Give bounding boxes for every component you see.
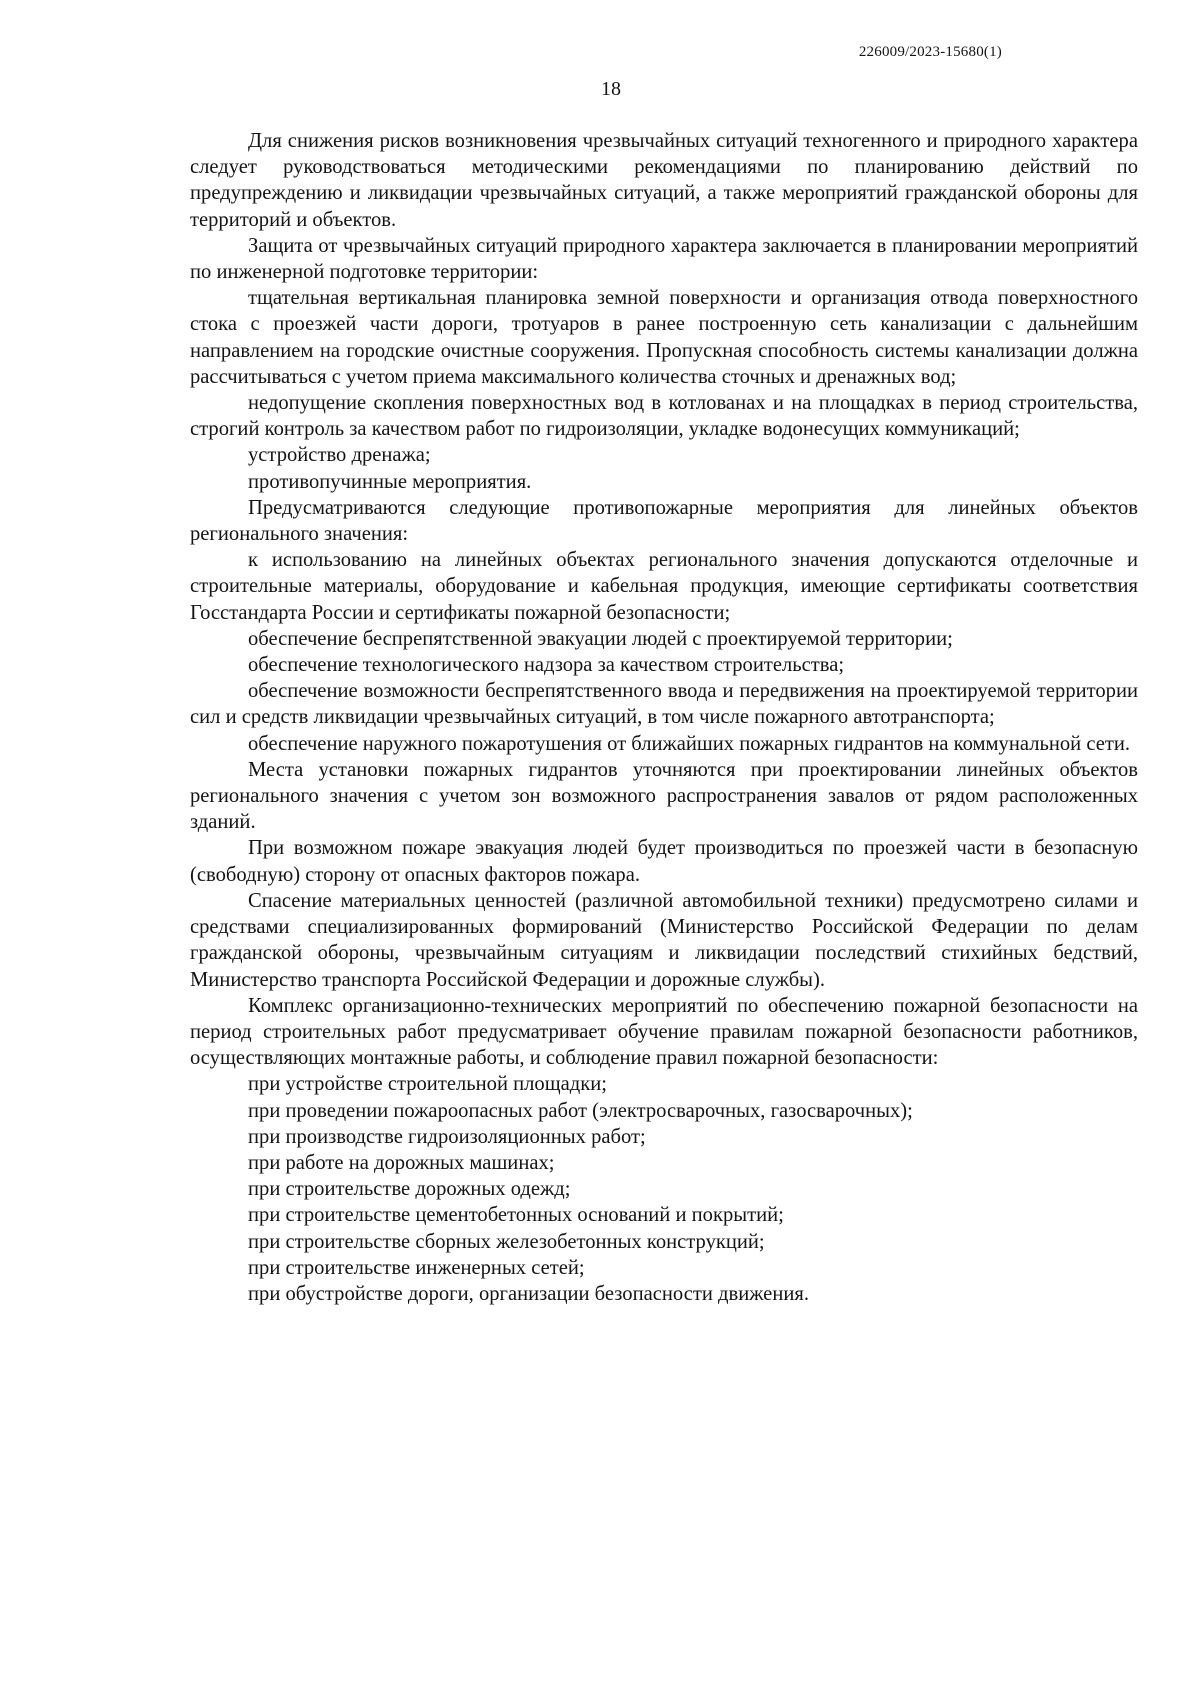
list-item: при строительстве сборных железобетонных конструкций; <box>248 1230 765 1253</box>
paragraph: При возможном пожаре эвакуация людей будет производиться по проезжей части в безопасную (свободную) сторону от опасных факторов пожара. <box>190 837 1138 886</box>
list-item: обеспечение технологического надзора за качеством строительства; <box>248 654 845 677</box>
document-number: 226009/2023-15680(1) <box>858 44 1002 60</box>
list-item: при производстве гидроизоляционных работ; <box>248 1125 646 1148</box>
list-item: недопущение скопления поверхностных вод в котлованах и на площадках в период строительства, строгий контроль за качеством работ по гидроизоляции, укладке водонесущих коммуникаций; <box>190 392 1138 441</box>
list-item: устройство дренажа; <box>248 444 431 467</box>
list-item: при устройстве строительной площадки; <box>248 1073 607 1096</box>
list-item: тщательная вертикальная планировка земной поверхности и организация отвода поверхностного стока с проезжей части дороги, тротуаров в ранее построенную сеть канализации с дальнейшим направлением на городские очистные сооружения. Пропускная способность системы канализации должна рассчитываться с учетом приема максимального количества сточных и дренажных вод; <box>190 287 1138 388</box>
page-number: 18 <box>601 78 621 100</box>
list-item: обеспечение возможности беспрепятственного ввода и передвижения на проектируемой территории сил и средств ликвидации чрезвычайных ситуаций, в том числе пожарного автотранспорта; <box>190 680 1138 729</box>
list-item: обеспечение наружного пожаротушения от ближайших пожарных гидрантов на коммунальной сети. <box>248 732 1131 755</box>
list-item: при работе на дорожных машинах; <box>248 1151 555 1174</box>
list-item: при строительстве инженерных сетей; <box>248 1256 585 1279</box>
paragraph: Предусматриваются следующие противопожарные мероприятия для линейных объектов регионального значения: <box>190 496 1138 546</box>
paragraph: Защита от чрезвычайных ситуаций природного характера заключается в планировании мероприятий по инженерной подготовке территории: <box>190 234 1138 284</box>
list-item: при проведении пожароопасных работ (электросварочных, газосварочных); <box>248 1099 913 1122</box>
list-item: при обустройстве дороги, организации безопасности движения. <box>248 1282 809 1305</box>
list-item: обеспечение беспрепятственной эвакуации людей с проектируемой территории; <box>248 627 953 650</box>
document-body <box>190 128 1138 1307</box>
list-item: противопучинные мероприятия. <box>248 470 532 493</box>
paragraph: Спасение материальных ценностей (различной автомобильной техники) предусмотрено силами и средствами специализированных формирований (Министерство Российской Федерации по делам гражданской обороны, чрезвычайным ситуациям и ликвидации последствий стихийных бедствий, Министерство транспорта Российской Федерации и дорожные службы). <box>190 889 1138 991</box>
list-item: к использованию на линейных объектах регионального значения допускаются отделочные и строительные материалы, оборудование и кабельная продукция, имеющие сертификаты соответствия Госстандарта России и сертификаты пожарной безопасности; <box>190 549 1138 624</box>
paragraph: Для снижения рисков возникновения чрезвычайных ситуаций техногенного и природного характера следует руководствоваться методическими рекомендациями по планированию действий по предупреждению и ликвидации чрезвычайных ситуаций, а также мероприятий гражданской обороны для территорий и объектов. <box>190 130 1138 231</box>
paragraph: Комплекс организационно-технических мероприятий по обеспечению пожарной безопасности на период строительных работ предусматривает обучение правилам пожарной безопасности работников, осуществляющих монтажные работы, и соблюдение правил пожарной безопасности: <box>190 994 1138 1070</box>
list-item: при строительстве цементобетонных оснований и покрытий; <box>248 1204 784 1227</box>
paragraph: Места установки пожарных гидрантов уточняются при проектировании линейных объектов регионального значения с учетом зон возможного распространения завалов от рядом расположенных зданий. <box>190 758 1138 834</box>
list-item: при строительстве дорожных одежд; <box>248 1178 571 1201</box>
